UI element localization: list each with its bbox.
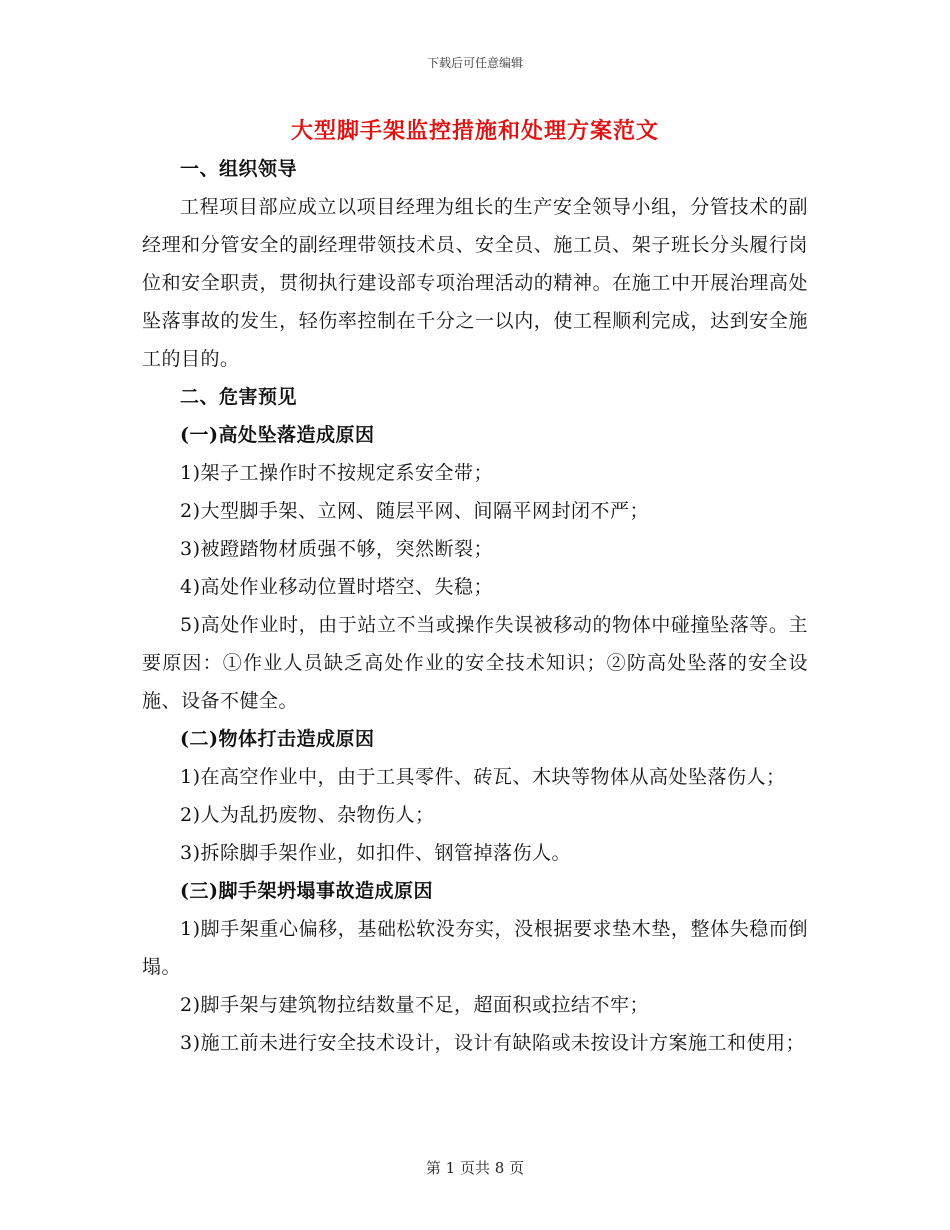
subheading-falls: (一)高处坠落造成原因 — [180, 424, 375, 446]
list-item: 5)高处作业时，由于站立不当或操作失误被移动的物体中碰撞坠落等。主要原因：①作业人员缺乏高处作业的安全技术知识；②防高处坠落的安全设施、设备不健全。 — [142, 614, 808, 712]
list-item: 1)架子工操作时不按规定系安全带； — [180, 462, 494, 484]
list-item: 2)人为乱扔废物、杂物伤人； — [180, 804, 435, 826]
list-item: 3)施工前未进行安全技术设计，设计有缺陷或未按设计方案施工和使用； — [180, 1032, 806, 1054]
section-heading-hazards: 二、危害预见 — [180, 386, 298, 408]
list-item: 1)在高空作业中，由于工具零件、砖瓦、木块等物体从高处坠落伤人； — [180, 766, 786, 788]
subheading-scaffold-collapse: (三)脚手架坍塌事故造成原因 — [180, 880, 433, 902]
list-item: 1)脚手架重心偏移，基础松软没夯实，没根据要求垫木垫，整体失稳而倒塌。 — [142, 918, 808, 978]
list-item: 4)高处作业移动位置时塔空、失稳； — [180, 576, 494, 598]
paragraph-organization: 工程项目部应成立以项目经理为组长的生产安全领导小组，分管技术的副经理和分管安全的副经理带领技术员、安全员、施工员、架子班长分头履行岗位和安全职责，贯彻执行建设部专项治理活动的精神。在施工中开展治理高处坠落事故的发生，轻伤率控制在千分之一以内，使工程顺利完成，达到安全施工的目的。 — [142, 196, 808, 370]
page-footer: 第 1 页共 8 页 — [425, 1159, 525, 1177]
section-heading-organization: 一、组织领导 — [180, 158, 298, 180]
list-item: 2)脚手架与建筑物拉结数量不足，超面积或拉结不牢； — [180, 994, 650, 1016]
page-header: 下载后可任意编辑 — [426, 56, 523, 70]
list-item: 3)拆除脚手架作业，如扣件、钢管掉落伤人。 — [180, 842, 572, 864]
document-body — [142, 150, 808, 1062]
list-item: 3)被蹬踏物材质强不够，突然断裂； — [180, 538, 494, 560]
list-item: 2)大型脚手架、立网、随层平网、间隔平网封闭不严； — [180, 500, 650, 522]
subheading-object-strike: (二)物体打击造成原因 — [180, 728, 375, 750]
document-title: 大型脚手架监控措施和处理方案范文 — [290, 118, 659, 144]
